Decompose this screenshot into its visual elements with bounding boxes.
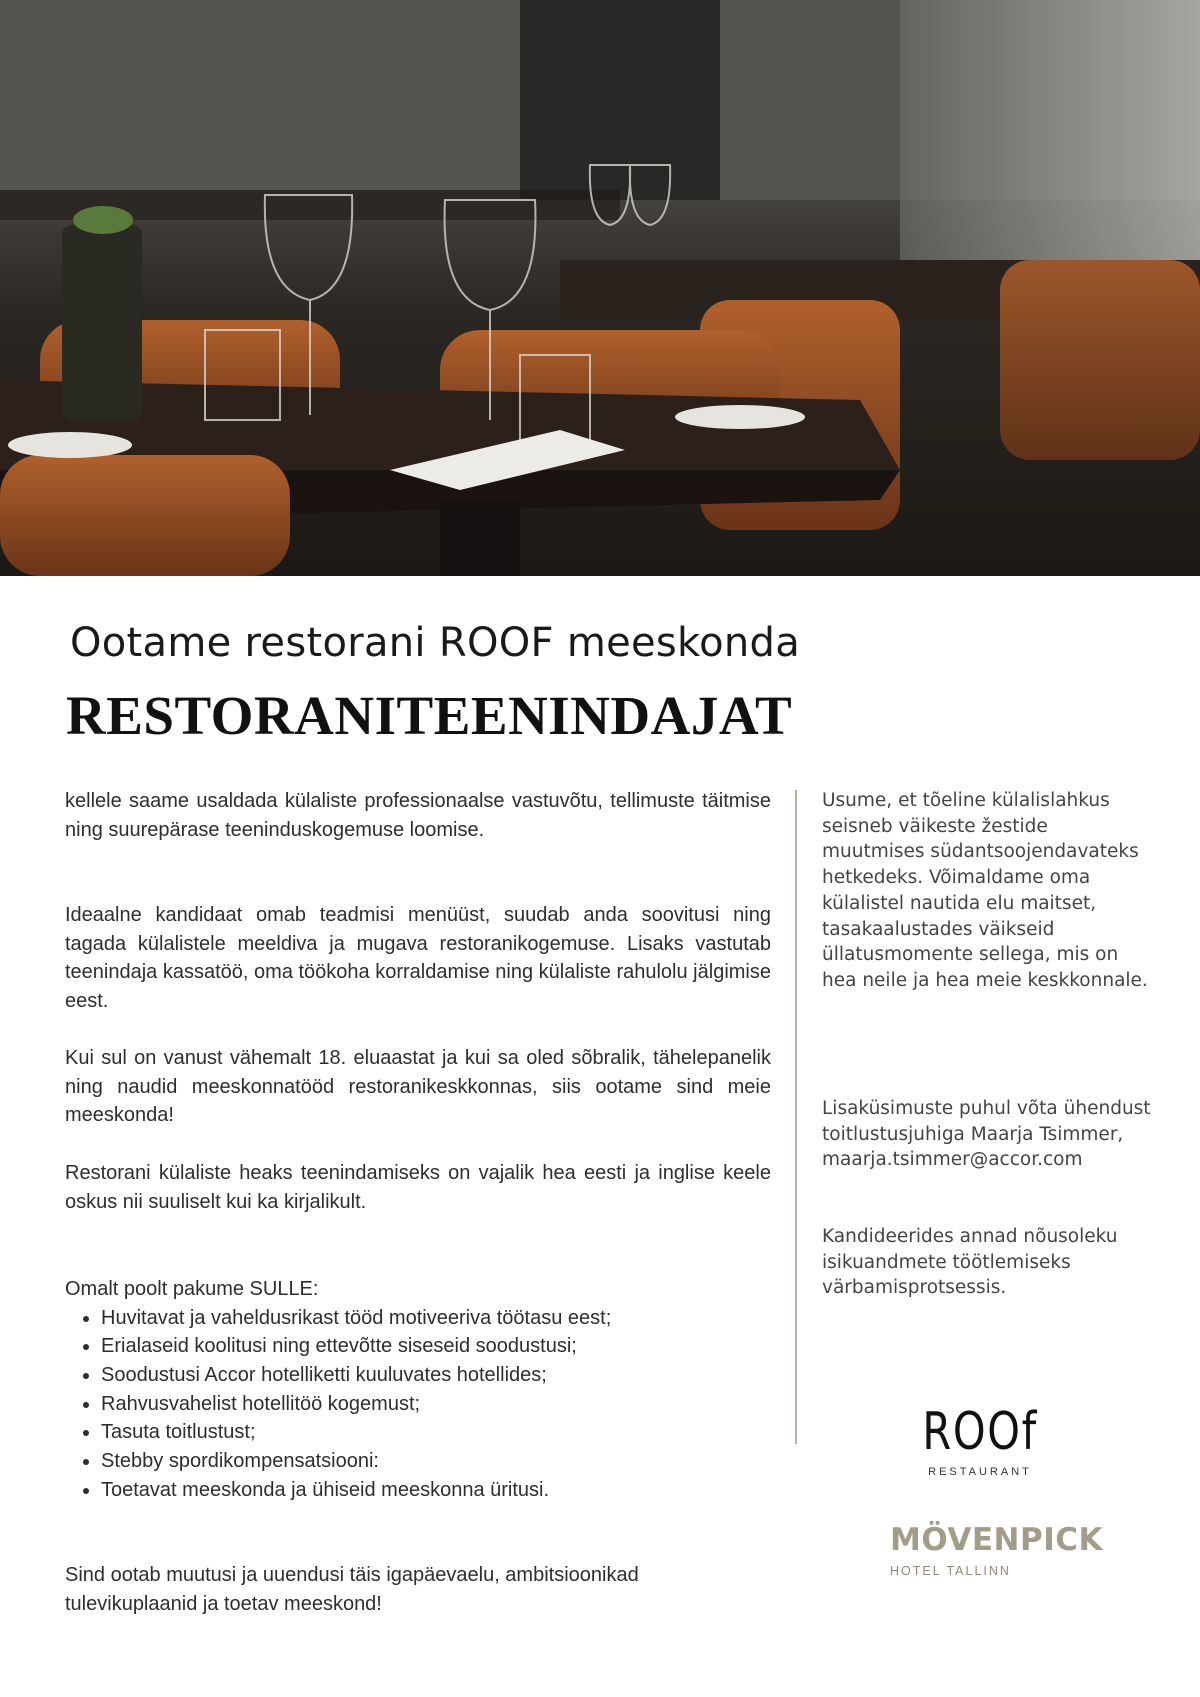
contact-block bbox=[822, 1096, 1152, 1173]
offers-section bbox=[65, 1275, 771, 1504]
language-paragraph-block bbox=[65, 1159, 771, 1216]
intro-heading: Ootame restorani ROOF meeskonda bbox=[70, 620, 801, 666]
offer-item: • Toetavat meeskonda ja ühiseid meeskonna üritusi. bbox=[101, 1476, 771, 1505]
contact-email[interactable]: maarja.tsimmer@accor.com bbox=[822, 1149, 1083, 1171]
contact-text: Lisaküsimuste puhul võta ühendust toitlustusjuhiga Maarja Tsimmer, bbox=[822, 1098, 1151, 1145]
position-title: RESTORANITEENINDAJAT bbox=[66, 685, 793, 746]
consent-text: Kandideerides annad nõusoleku isikuandmete töötlemiseks värbamisprotsessis. bbox=[822, 1226, 1118, 1299]
offer-item: • Huvitavat ja vaheldusrikast tööd motiveeriva töötasu eest; bbox=[101, 1304, 771, 1333]
philosophy-block bbox=[822, 788, 1152, 994]
restaurant-scene-illustration bbox=[0, 0, 1200, 576]
candidate-paragraph: Ideaalne kandidaat omab teadmisi menüüst, suudab anda soovitusi ning tagada külalistele meeldiva ja mugava restoranikogemuse. Lisaks vastutab teenindaja kassatöö, oma töökoha korraldamise ning külaliste rahulolu jälgimise eest. bbox=[65, 904, 771, 1012]
offer-item: • Soodustusi Accor hotelliketti kuuluvates hotellides; bbox=[101, 1361, 771, 1390]
movenpick-logo-wordmark: MÖVENPICK bbox=[890, 1522, 1104, 1558]
column-divider bbox=[795, 790, 797, 1444]
offers-title: Omalt poolt pakume SULLE: bbox=[65, 1278, 319, 1300]
offer-item: • Tasuta toitlustust; bbox=[101, 1418, 771, 1447]
intro-paragraph: kellele saame usaldada külaliste professionaalse vastuvõtu, tellimuste täitmise ning suurepärase teeninduskogemuse loomise. bbox=[65, 790, 771, 841]
movenpick-logo-subtitle: HOTEL TALLINN bbox=[890, 1564, 1011, 1578]
movenpick-hotel-logo bbox=[890, 1522, 1104, 1578]
requirements-paragraph-block bbox=[65, 1044, 771, 1130]
offers-list bbox=[65, 1304, 771, 1505]
candidate-paragraph-block bbox=[65, 901, 771, 1015]
language-paragraph: Restorani külaliste heaks teenindamiseks on vajalik hea eesti ja inglise keele oskus nii suuliselt kui ka kirjalikult. bbox=[65, 1162, 771, 1213]
roof-logo-wordmark: ROOf bbox=[922, 1402, 1038, 1462]
roof-logo-subtitle: RESTAURANT bbox=[928, 1466, 1032, 1478]
offer-item: • Stebby spordikompensatsiooni: bbox=[101, 1447, 771, 1476]
closing-paragraph: Sind ootab muutusi ja uuendusi täis igapäevaelu, ambitsioonikad tulevikuplaanid ja toetav meeskond! bbox=[65, 1564, 639, 1615]
job-description bbox=[65, 787, 771, 844]
hero-restaurant-photo bbox=[0, 0, 1200, 576]
offer-item: • Rahvusvahelist hotellitöö kogemust; bbox=[101, 1390, 771, 1419]
philosophy-text: Usume, et tõeline külalislahkus seisneb väikeste žestide muutmises südantsoojendavateks hetkedeks. Võimaldame oma külalistel nautida elu maitset, tasakaalustades väikseid üllatusmomente sellega, mis on hea neile ja hea meie keskkonnale. bbox=[822, 790, 1148, 991]
consent-block bbox=[822, 1224, 1152, 1301]
roof-restaurant-logo bbox=[900, 1404, 1060, 1478]
requirements-paragraph: Kui sul on vanust vähemalt 18. eluaastat ja kui sa oled sõbralik, tähelepanelik ning naudid meeskonnatööd restoranikeskkonnas, siis ootame sind meie meeskonda! bbox=[65, 1047, 771, 1126]
closing-block bbox=[65, 1561, 685, 1618]
offer-item: • Erialaseid koolitusi ning ettevõtte siseseid soodustusi; bbox=[101, 1332, 771, 1361]
